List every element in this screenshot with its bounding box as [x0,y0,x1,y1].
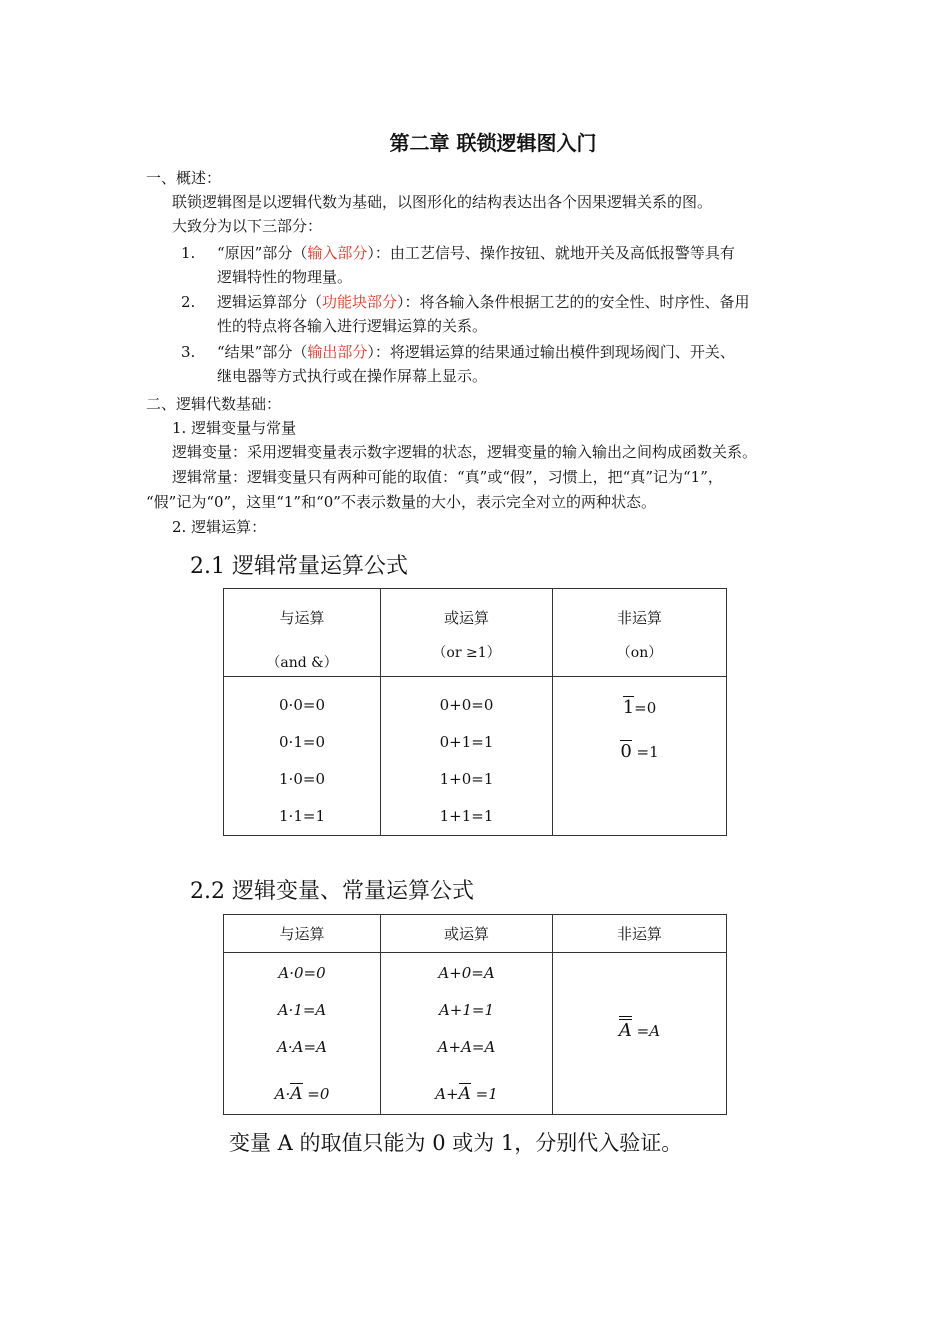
section2-heading: 二、逻辑代数基础： [146,395,282,413]
section1-parts-intro: 大致分为以下三部分： [172,217,323,235]
header-label: 与运算 [279,609,325,627]
item-highlight: 功能块部分 [322,293,398,311]
item-text-line2: 继电器等方式执行或在操作屏幕上显示。 [217,367,488,385]
overlined-operand: A [290,1084,303,1104]
formula: 0+1=1 [439,733,494,751]
header-label: 或运算 [443,609,489,627]
formula-pre: A· [274,1085,291,1103]
table-header-row [224,915,727,953]
formula: 0+0=0 [439,696,494,714]
section2-sub2: 2. 逻辑运算： [172,518,267,536]
item-number: 2. [181,293,196,311]
page-title: 第二章 联锁逻辑图入门 [389,131,597,155]
list-item [217,290,750,314]
item-text: ）：由工艺信号、操作按钮、就地开关及高低报警等具有 [367,244,735,262]
overlined-operand: 1 [622,697,635,718]
formula [381,1076,552,1113]
formula: A·0=0 [278,964,326,982]
table-header-row [224,589,727,677]
logic-constant-definition-cont: “假”记为“0”，这里“1”和“0”不表示数量的大小，表示完全对立的两种状态。 [146,493,656,511]
formula: A·1=A [277,1001,327,1019]
formula [224,1076,380,1113]
header-sublabel: （or ≥1） [432,645,501,661]
table2-caption: 2.2 逻辑变量、常量运算公式 [190,879,474,904]
not-cell [553,677,727,836]
formula-post: =0 [302,1085,330,1103]
formula: 0·1=0 [279,733,325,751]
header-cell-and: 与运算 [224,915,381,953]
item-text-line2: 逻辑特性的物理量。 [217,268,353,286]
formula: 0·0=0 [279,696,325,714]
item-text: “结果”部分（ [217,343,308,361]
overlined-operand: A [458,1084,471,1104]
formula [553,737,726,767]
item-text: ）：将各输入条件根据工艺的的安全性、时序性、备用 [397,293,750,311]
formula [553,1016,726,1040]
item-text: 逻辑运算部分（ [217,293,323,311]
section1-heading: 一、概述： [146,169,222,187]
and-cell [224,677,381,836]
or-cell [381,953,553,1115]
formula-rest: =1 [631,743,659,761]
item-text: ）：将逻辑运算的结果通过输出模件到现场阀门、开关、 [367,343,735,361]
and-cell [224,953,381,1115]
or-cell [381,677,553,836]
double-overline [619,1016,632,1040]
logic-constant-definition: 逻辑常量：逻辑变量只有两种可能的取值：“真”或“假”，习惯上，把“真”记为“1”， [172,468,723,486]
header-cell-or [381,589,553,677]
formula: A+A=A [437,1038,496,1056]
formula-pre: A+ [435,1085,459,1103]
list-item [217,241,735,265]
item-number: 1. [181,244,196,262]
section2-sub1: 1. 逻辑变量与常量 [172,419,297,437]
header-sublabel: （on） [616,645,663,661]
item-number: 3. [181,343,196,361]
header-cell-or: 或运算 [381,915,553,953]
footer-note: 变量 A 的取值只能为 0 或为 1，分别代入验证。 [229,1131,683,1155]
constant-operations-table [223,588,727,836]
item-text-line2: 性的特点将各输入进行逻辑运算的关系。 [217,317,488,335]
formula [553,693,726,723]
header-cell-not [553,589,727,677]
formula: 1·0=0 [279,770,325,788]
variable-operations-table [223,914,727,1115]
item-text: “原因”部分（ [217,244,308,262]
formula: 1+1=1 [439,807,494,825]
header-sublabel: （and &） [266,655,338,671]
formula: A+0=A [438,964,495,982]
list-item [217,340,735,364]
formula: 1·1=1 [279,807,325,825]
formula: 1+0=1 [439,770,494,788]
table-body-row [224,677,727,836]
formula-post: =A [631,1021,661,1040]
table1-caption: 2.1 逻辑常量运算公式 [190,554,408,579]
header-label: 非运算 [616,609,662,627]
section1-intro: 联锁逻辑图是以逻辑代数为基础，以图形化的结构表达出各个因果逻辑关系的图。 [172,193,713,211]
not-cell [553,953,727,1115]
formula: A+1=1 [438,1001,495,1019]
header-cell-and [224,589,381,677]
formula-post: =1 [470,1085,498,1103]
header-cell-not: 非运算 [553,915,727,953]
overlined-operand: A [618,1019,632,1041]
formula-rest: =0 [634,699,657,717]
item-highlight: 输出部分 [307,343,368,361]
overlined-operand: 0 [620,741,632,762]
logic-variable-definition: 逻辑变量：采用逻辑变量表示数字逻辑的状态，逻辑变量的输入输出之间构成函数关系。 [172,443,758,461]
item-highlight: 输入部分 [307,244,368,262]
table-body-row [224,953,727,1115]
formula: A·A=A [277,1038,327,1056]
